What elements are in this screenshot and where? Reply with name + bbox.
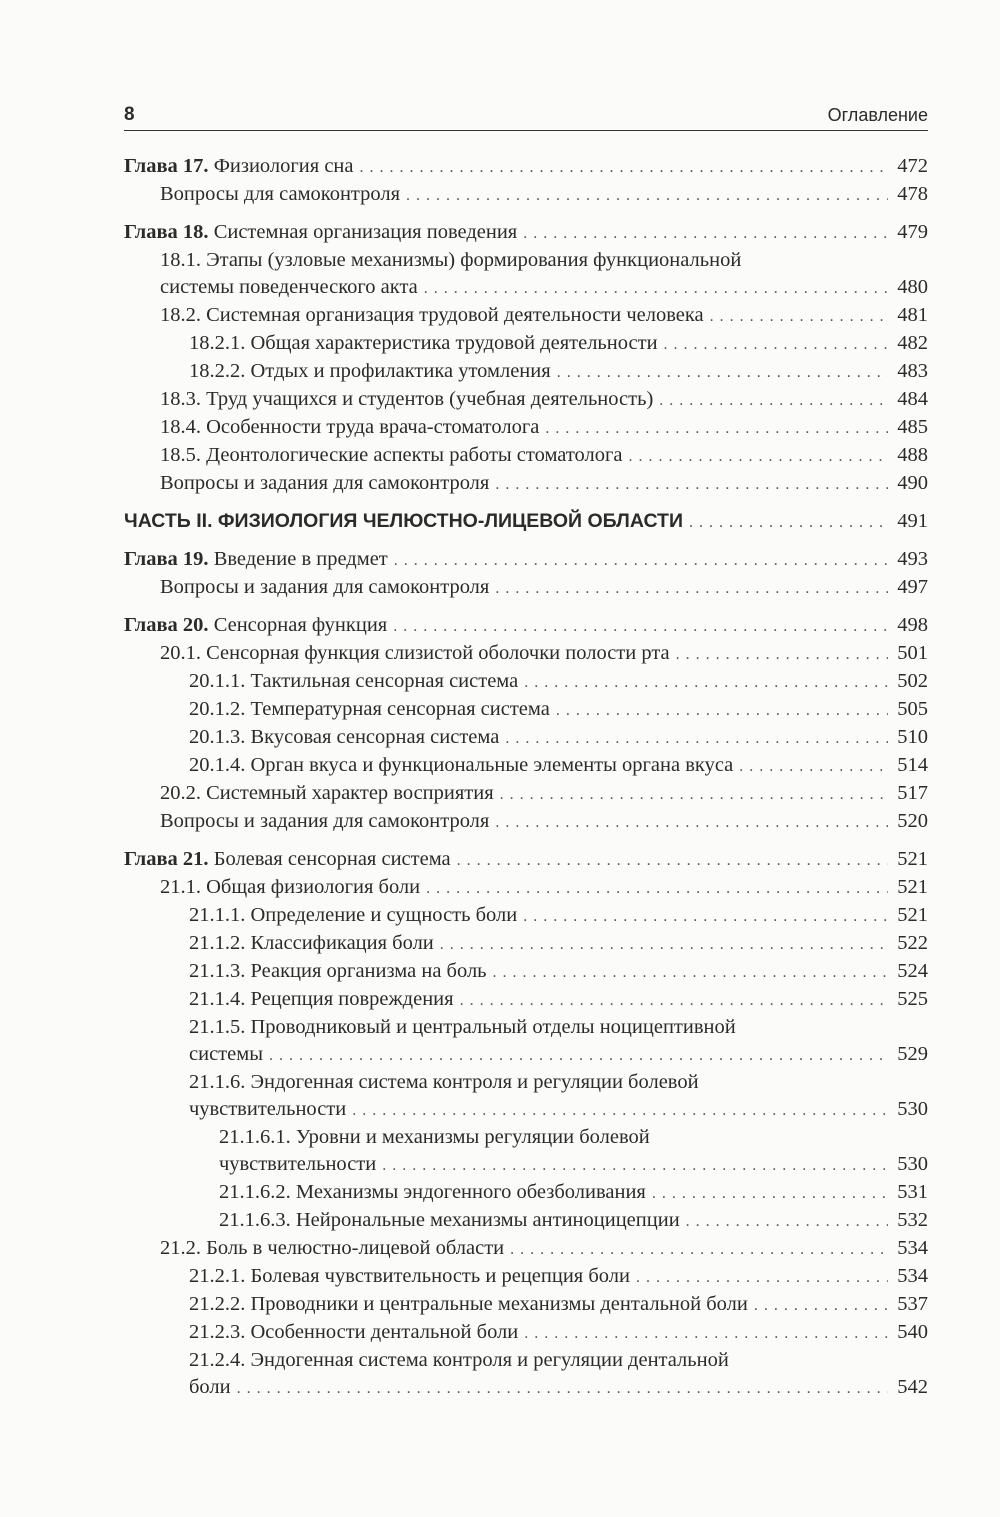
chapter-label: Глава 21. xyxy=(124,848,209,870)
dot-leader xyxy=(352,1097,888,1124)
dot-leader xyxy=(460,987,888,1014)
dot-leader xyxy=(664,331,888,358)
page-ref: 490 xyxy=(897,472,928,494)
page-ref: 517 xyxy=(897,782,928,804)
page-ref: 481 xyxy=(897,304,928,326)
dot-leader xyxy=(676,641,888,668)
toc-entry-chapter-21[interactable] xyxy=(124,846,928,874)
entry-title: 20.1.1. Тактильная сенсорная система xyxy=(189,670,519,692)
toc-entry-ch17-questions[interactable] xyxy=(124,181,928,209)
dot-leader xyxy=(510,1236,888,1263)
page-ref: 480 xyxy=(897,276,928,298)
toc-entry-21-2-1[interactable] xyxy=(124,1263,928,1291)
page-ref: 530 xyxy=(897,1098,928,1120)
dot-leader xyxy=(457,847,888,874)
dot-leader xyxy=(495,575,888,602)
page-ref: 530 xyxy=(897,1153,928,1175)
toc-entry-20-1[interactable] xyxy=(124,640,928,668)
page-ref: 534 xyxy=(897,1265,928,1287)
entry-title: 21.1.3. Реакция организма на боль xyxy=(189,960,487,982)
toc-entry-21-1-1[interactable] xyxy=(124,902,928,930)
dot-leader xyxy=(689,509,888,536)
entry-title: Вопросы и задания для самоконтроля xyxy=(160,472,490,494)
page-ref: 488 xyxy=(897,444,928,466)
entry-title: 20.1.2. Температурная сенсорная система xyxy=(189,698,550,720)
entry-title: 18.5. Деонтологические аспекты работы стоматолога xyxy=(160,444,623,466)
page-ref: 540 xyxy=(897,1321,928,1343)
toc-entry-18-3[interactable] xyxy=(124,386,928,414)
chapter-title: Сенсорная функция xyxy=(208,614,388,636)
entry-title: 21.1.1. Определение и сущность боли xyxy=(189,904,518,926)
chapter-20-group xyxy=(124,612,928,836)
dot-leader xyxy=(382,1152,888,1179)
page-ref: 502 xyxy=(897,670,928,692)
entry-title: Вопросы для самоконтроля xyxy=(160,183,401,205)
toc-entry-21-2-4[interactable] xyxy=(124,1374,928,1402)
toc-entry-18-1-line1[interactable]: 18.1. Этапы (узловые механизмы) формирования функциональной xyxy=(160,249,742,271)
page-ref: 532 xyxy=(897,1209,928,1231)
entry-title: 18.2.2. Отдых и профилактика утомления xyxy=(189,360,551,382)
toc-entry-18-2-2[interactable] xyxy=(124,358,928,386)
chapter-21-group xyxy=(124,846,928,1402)
page-ref: 520 xyxy=(897,810,928,832)
toc-entry-20-1-2[interactable] xyxy=(124,696,928,724)
entry-title: 18.2.1. Общая характеристика трудовой деятельности xyxy=(189,332,658,354)
page-ref: 482 xyxy=(897,332,928,354)
page-ref: 472 xyxy=(897,155,928,177)
toc-entry-21-1-6-3[interactable] xyxy=(124,1207,928,1235)
entry-title: системы xyxy=(189,1043,263,1065)
chapter-title: Введение в предмет xyxy=(208,548,388,570)
page-ref: 531 xyxy=(897,1181,928,1203)
page-ref: 485 xyxy=(897,416,928,438)
toc-entry-21-1-2[interactable] xyxy=(124,930,928,958)
chapter-label: Глава 20. xyxy=(124,614,209,636)
dot-leader xyxy=(545,415,888,442)
toc-entry-20-2[interactable] xyxy=(124,780,928,808)
page-ref: 514 xyxy=(897,754,928,776)
toc-entry-18-2-1[interactable] xyxy=(124,330,928,358)
page-header xyxy=(124,100,928,131)
page-ref: 521 xyxy=(897,904,928,926)
page-ref: 505 xyxy=(897,698,928,720)
toc-entry-18-5[interactable] xyxy=(124,442,928,470)
toc-entry-part-2[interactable] xyxy=(124,508,928,536)
toc-entry-21-1[interactable] xyxy=(124,874,928,902)
toc-entry-chapter-17[interactable] xyxy=(124,153,928,181)
entry-title: 20.1.4. Орган вкуса и функциональные элементы органа вкуса xyxy=(189,754,734,776)
chapter-title: Болевая сенсорная система xyxy=(208,848,451,870)
page-ref: 534 xyxy=(897,1237,928,1259)
dot-leader xyxy=(500,781,888,808)
entry-title: 21.1. Общая физиология боли xyxy=(160,876,421,898)
entry-title: 21.2.2. Проводники и центральные механизмы дентальной боли xyxy=(189,1293,748,1315)
dot-leader xyxy=(406,182,888,209)
entry-title: 21.2. Боль в челюстно-лицевой области xyxy=(160,1237,505,1259)
entry-title: 21.1.4. Рецепция повреждения xyxy=(189,988,454,1010)
part-title: ЧАСТЬ II. ФИЗИОЛОГИЯ ЧЕЛЮСТНО-ЛИЦЕВОЙ ОБЛАСТИ xyxy=(124,510,683,532)
part-2-group xyxy=(124,508,928,536)
chapter-label: Глава 17. xyxy=(124,155,209,177)
entry-title: боли xyxy=(189,1376,231,1398)
dot-leader xyxy=(493,959,888,986)
toc-entry-21-1-6-1-line1[interactable]: 21.1.6.1. Уровни и механизмы регуляции болевой xyxy=(219,1126,650,1148)
chapter-17-group xyxy=(124,153,928,209)
toc-entry-21-1-6-1[interactable] xyxy=(124,1151,928,1179)
dot-leader xyxy=(739,753,888,780)
chapter-title: Физиология сна xyxy=(208,155,354,177)
toc-entry-chapter-18[interactable] xyxy=(124,219,928,247)
toc-entry-21-1-5-line1[interactable]: 21.1.5. Проводниковый и центральный отделы ноцицептивной xyxy=(189,1016,736,1038)
entry-title: чувствительности xyxy=(219,1153,377,1175)
dot-leader xyxy=(237,1375,888,1402)
page-ref: 484 xyxy=(897,388,928,410)
dot-leader xyxy=(686,1208,888,1235)
dot-leader xyxy=(754,1292,888,1319)
dot-leader xyxy=(523,903,888,930)
dot-leader xyxy=(710,303,888,330)
dot-leader xyxy=(269,1042,888,1069)
dot-leader xyxy=(524,1320,888,1347)
running-title: Оглавление xyxy=(827,105,928,125)
toc-entry-20-1-1[interactable] xyxy=(124,668,928,696)
toc-entry-chapter-20[interactable] xyxy=(124,612,928,640)
entry-title: 20.1.3. Вкусовая сенсорная система xyxy=(189,726,500,748)
chapter-19-group xyxy=(124,546,928,602)
page-ref: 478 xyxy=(897,183,928,205)
dot-leader xyxy=(557,359,888,386)
dot-leader xyxy=(424,275,888,302)
toc-entry-21-1-6-2[interactable] xyxy=(124,1179,928,1207)
entry-title: 21.1.6.2. Механизмы эндогенного обезболивания xyxy=(219,1181,646,1203)
entry-title: 21.1.6.3. Нейрональные механизмы антиноцицепции xyxy=(219,1209,680,1231)
page-ref: 497 xyxy=(897,576,928,598)
page-ref: 483 xyxy=(897,360,928,382)
page-ref: 501 xyxy=(897,642,928,664)
toc-entry-20-1-3[interactable] xyxy=(124,724,928,752)
entry-title: 18.4. Особенности труда врача-стоматолога xyxy=(160,416,540,438)
page-ref: 542 xyxy=(897,1376,928,1398)
toc-entry-21-2-2[interactable] xyxy=(124,1291,928,1319)
table-of-contents xyxy=(124,153,928,1412)
toc-entry-21-1-3[interactable] xyxy=(124,958,928,986)
chapter-18-group xyxy=(124,219,928,498)
entry-title: 18.2. Системная организация трудовой деятельности человека xyxy=(160,304,704,326)
page-ref: 521 xyxy=(897,876,928,898)
entry-title: 21.1.2. Классификация боли xyxy=(189,932,434,954)
toc-entry-18-2[interactable] xyxy=(124,302,928,330)
page-ref: 493 xyxy=(897,548,928,570)
page-ref: 479 xyxy=(897,221,928,243)
entry-title: 20.1. Сенсорная функция слизистой оболочки полости рта xyxy=(160,642,670,664)
toc-entry-21-1-5[interactable] xyxy=(124,1041,928,1069)
dot-leader xyxy=(426,875,888,902)
entry-title: Вопросы и задания для самоконтроля xyxy=(160,576,490,598)
dot-leader xyxy=(652,1180,888,1207)
page-ref: 491 xyxy=(897,510,928,532)
dot-leader xyxy=(495,809,888,836)
toc-entry-18-4[interactable] xyxy=(124,414,928,442)
toc-entry-21-1-6[interactable] xyxy=(124,1096,928,1124)
page-ref: 537 xyxy=(897,1293,928,1315)
toc-entry-18-1[interactable] xyxy=(124,274,928,302)
dot-leader xyxy=(636,1264,888,1291)
toc-entry-ch18-questions[interactable] xyxy=(124,470,928,498)
chapter-label: Глава 19. xyxy=(124,548,209,570)
entry-title: 20.2. Системный характер восприятия xyxy=(160,782,494,804)
toc-entry-21-1-6-line1[interactable]: 21.1.6. Эндогенная система контроля и регуляции болевой xyxy=(189,1071,699,1093)
dot-leader xyxy=(524,669,888,696)
page-ref: 522 xyxy=(897,932,928,954)
toc-entry-ch19-questions[interactable] xyxy=(124,574,928,602)
chapter-title: Системная организация поведения xyxy=(208,221,518,243)
entry-title: системы поведенческого акта xyxy=(160,276,418,298)
page-number: 8 xyxy=(124,104,135,125)
page-ref: 525 xyxy=(897,988,928,1010)
toc-entry-20-1-4[interactable] xyxy=(124,752,928,780)
toc-entry-21-1-4[interactable] xyxy=(124,986,928,1014)
toc-entry-21-2-4-line1[interactable]: 21.2.4. Эндогенная система контроля и регуляции дентальной xyxy=(189,1349,729,1371)
entry-title: чувствительности xyxy=(189,1098,347,1120)
chapter-label: Глава 18. xyxy=(124,221,209,243)
toc-entry-ch20-questions[interactable] xyxy=(124,808,928,836)
toc-entry-chapter-19[interactable] xyxy=(124,546,928,574)
entry-title: 21.2.3. Особенности дентальной боли xyxy=(189,1321,519,1343)
page-ref: 529 xyxy=(897,1043,928,1065)
page-ref: 521 xyxy=(897,848,928,870)
dot-leader xyxy=(440,931,888,958)
toc-entry-21-2[interactable] xyxy=(124,1235,928,1263)
toc-entry-21-2-3[interactable] xyxy=(124,1319,928,1347)
page-ref: 524 xyxy=(897,960,928,982)
dot-leader xyxy=(629,443,888,470)
page-ref: 510 xyxy=(897,726,928,748)
page-ref: 498 xyxy=(897,614,928,636)
entry-title: 21.2.1. Болевая чувствительность и рецепция боли xyxy=(189,1265,630,1287)
dot-leader xyxy=(495,471,888,498)
dot-leader xyxy=(523,220,888,247)
dot-leader xyxy=(359,154,888,181)
dot-leader xyxy=(393,613,888,640)
dot-leader xyxy=(556,697,888,724)
entry-title: Вопросы и задания для самоконтроля xyxy=(160,810,490,832)
entry-title: 18.3. Труд учащихся и студентов (учебная деятельность) xyxy=(160,388,654,410)
dot-leader xyxy=(659,387,888,414)
dot-leader xyxy=(505,725,888,752)
dot-leader xyxy=(394,547,888,574)
